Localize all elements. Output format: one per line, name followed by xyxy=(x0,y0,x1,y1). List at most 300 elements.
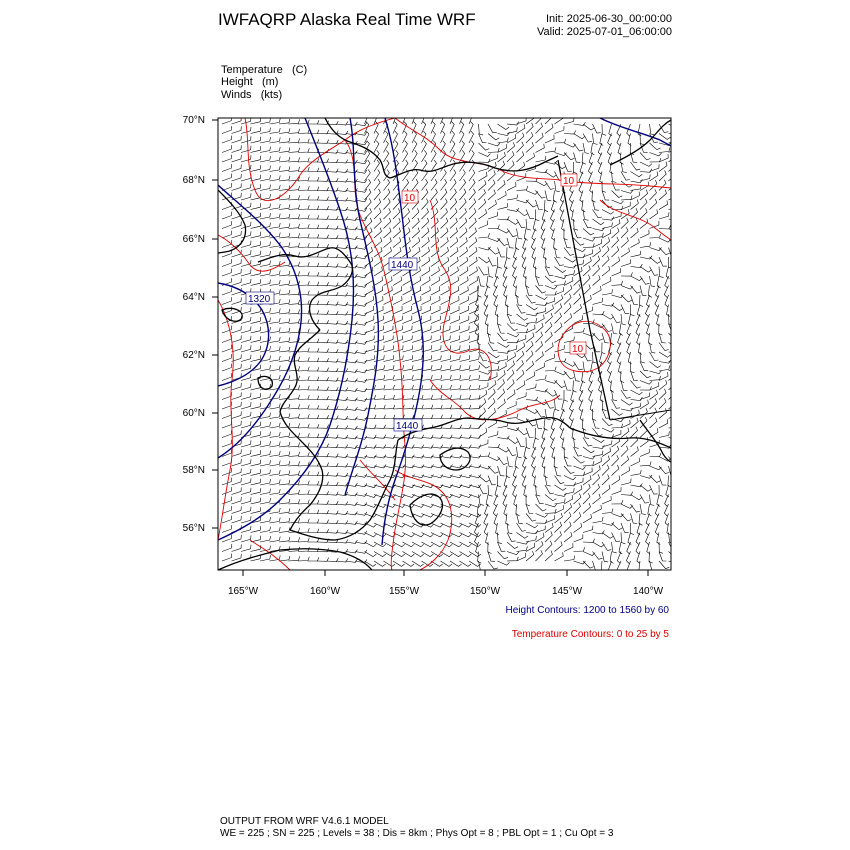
wind-barb xyxy=(289,490,300,495)
wind-barb xyxy=(650,453,662,457)
wind-barb xyxy=(545,485,554,494)
wind-barb xyxy=(289,233,300,238)
wind-barb xyxy=(545,531,552,542)
wind-barb xyxy=(600,352,603,364)
wind-barb xyxy=(545,113,552,124)
wind-barb xyxy=(631,418,639,428)
wind-barb xyxy=(650,180,657,191)
wind-barb xyxy=(669,191,678,200)
wind-barb xyxy=(507,370,514,381)
wind-barb xyxy=(393,228,401,238)
wind-barb xyxy=(232,269,242,276)
wind-barb xyxy=(498,124,510,130)
wind-barb xyxy=(555,267,566,273)
wind-barb xyxy=(507,557,518,561)
lon-label: 155°W xyxy=(388,586,420,597)
wind-barb xyxy=(232,136,242,143)
wind-barb xyxy=(498,379,505,390)
wind-barb xyxy=(526,305,538,310)
wind-barb xyxy=(612,324,618,335)
wind-barb xyxy=(669,362,678,371)
wind-barb xyxy=(650,428,659,437)
wind-barb xyxy=(279,537,290,542)
wind-barb xyxy=(545,124,553,134)
wind-barb xyxy=(669,152,677,162)
wind-barb xyxy=(289,243,300,248)
wind-barb xyxy=(251,137,261,143)
wind-barb xyxy=(298,234,309,238)
wind-barb xyxy=(469,365,480,371)
wind-barb xyxy=(460,365,471,371)
wind-barb xyxy=(469,257,477,267)
wind-barb xyxy=(289,471,300,476)
wind-barb xyxy=(460,170,466,182)
wind-barb xyxy=(650,390,658,400)
wind-barb xyxy=(631,470,642,476)
wind-barb xyxy=(612,523,623,530)
wind-barb xyxy=(374,228,382,238)
wind-barb xyxy=(592,409,596,421)
wind-barb xyxy=(612,409,623,415)
wind-barb xyxy=(488,366,499,371)
wind-barb xyxy=(526,551,534,561)
wind-barb xyxy=(507,401,516,409)
wind-barb xyxy=(591,143,595,155)
wind-barb xyxy=(365,355,375,361)
wind-barb xyxy=(517,305,526,314)
wind-barb xyxy=(241,488,251,495)
wind-barb xyxy=(289,319,300,324)
wind-barb xyxy=(251,241,261,247)
wind-barb xyxy=(602,485,610,495)
wind-barb xyxy=(279,470,290,475)
wind-barb xyxy=(669,349,681,353)
wind-barb xyxy=(564,495,573,504)
wind-barb xyxy=(650,199,657,210)
wind-barb xyxy=(289,129,300,134)
wind-barb xyxy=(298,310,309,314)
wind-barb xyxy=(450,208,457,219)
wind-barb xyxy=(659,542,663,553)
wind-barb xyxy=(384,365,395,371)
wind-barb xyxy=(659,408,667,418)
wind-barb xyxy=(222,392,232,399)
wind-barb xyxy=(251,526,261,532)
wind-barb xyxy=(650,172,658,181)
wind-barb xyxy=(601,561,605,573)
wind-barb xyxy=(298,272,309,276)
wind-barb xyxy=(555,552,564,561)
wind-barb xyxy=(460,257,468,267)
wind-barb xyxy=(602,256,609,267)
wind-barb xyxy=(270,280,281,286)
wind-barb xyxy=(422,160,428,172)
wind-barb xyxy=(659,170,666,181)
wind-barb xyxy=(241,193,251,200)
wind-barb xyxy=(664,286,668,298)
wind-barb xyxy=(251,479,261,485)
wind-barb xyxy=(564,543,573,551)
wind-barb xyxy=(602,343,606,355)
temperature-contour xyxy=(250,540,290,570)
wind-barb xyxy=(412,326,422,333)
wind-barb xyxy=(260,261,271,267)
wind-barb xyxy=(669,379,676,390)
wind-barb xyxy=(469,141,474,153)
wind-barb xyxy=(289,309,300,314)
wind-barb xyxy=(412,336,422,343)
wind-barb xyxy=(608,561,611,573)
wind-barb xyxy=(555,400,560,411)
wind-barb xyxy=(365,326,375,333)
wind-barb xyxy=(498,399,506,409)
wind-barb xyxy=(536,295,548,300)
wind-barb xyxy=(526,286,533,296)
temperature-contour-legend: Temperature Contours: 0 to 25 by 5 xyxy=(511,629,669,640)
wind-barb xyxy=(583,134,592,143)
wind-barb xyxy=(504,257,507,269)
wind-barb xyxy=(441,199,448,210)
wind-barb xyxy=(602,474,609,485)
wind-barb xyxy=(270,318,281,324)
wind-barb xyxy=(602,289,613,295)
wind-barb xyxy=(270,413,281,419)
wind-barb xyxy=(270,480,281,486)
wind-barb xyxy=(441,228,449,238)
wind-barb xyxy=(469,385,480,390)
wind-barb xyxy=(564,512,571,523)
wind-barb xyxy=(251,165,261,171)
wind-barb xyxy=(564,532,572,542)
wind-barb xyxy=(498,248,506,257)
wind-barb xyxy=(450,385,461,390)
wind-barb xyxy=(279,356,290,361)
wind-barb xyxy=(659,267,664,278)
wind-barb xyxy=(515,238,519,250)
wind-barb xyxy=(621,533,625,544)
wind-barb xyxy=(289,214,300,219)
wind-barb xyxy=(232,478,242,485)
wind-barb xyxy=(365,286,374,295)
wind-barb xyxy=(583,514,592,523)
lat-label: 68°N xyxy=(182,175,205,186)
wind-barb xyxy=(555,345,565,352)
wind-barb xyxy=(619,324,622,336)
wind-barb xyxy=(441,218,448,229)
wind-barb xyxy=(621,428,629,438)
wind-barb xyxy=(441,326,451,333)
wind-barb xyxy=(241,383,251,390)
temperature-contour-label: 10 xyxy=(404,193,416,204)
wind-barb xyxy=(507,127,517,133)
wind-barb xyxy=(545,135,554,143)
wind-barb xyxy=(270,166,281,172)
wind-barb xyxy=(232,468,242,475)
wind-barb xyxy=(526,123,533,134)
wind-barb xyxy=(650,495,655,506)
wind-barb xyxy=(669,552,680,559)
wind-barb xyxy=(469,218,476,229)
wind-barb xyxy=(260,527,271,533)
wind-barb xyxy=(640,190,648,200)
wind-barb xyxy=(631,514,638,524)
wind-barb xyxy=(251,232,261,238)
wind-barb xyxy=(507,238,514,248)
wind-barb xyxy=(507,324,518,331)
wind-barb xyxy=(422,218,429,229)
wind-barb xyxy=(251,498,261,504)
wind-barb xyxy=(298,205,309,209)
wind-barb xyxy=(669,161,676,172)
wind-barb xyxy=(241,260,251,267)
wind-barb xyxy=(630,523,634,535)
wind-barb xyxy=(631,362,635,373)
wind-barb xyxy=(270,138,281,144)
wind-barb xyxy=(621,420,630,428)
wind-barb xyxy=(640,153,650,160)
wind-barb xyxy=(289,167,300,172)
wind-barb xyxy=(441,277,450,286)
wind-barb xyxy=(251,431,261,437)
wind-barb xyxy=(298,129,309,133)
wind-barb xyxy=(574,512,581,523)
wind-barb xyxy=(384,179,390,190)
wind-barb xyxy=(536,341,543,352)
wind-barb xyxy=(517,200,529,203)
wind-barb xyxy=(562,400,565,412)
wind-barb xyxy=(517,329,528,333)
wind-barb xyxy=(298,405,309,409)
wind-barb xyxy=(574,238,585,245)
wind-barb xyxy=(469,552,481,557)
wind-barb xyxy=(536,123,543,134)
wind-barb xyxy=(478,552,482,564)
wind-barb xyxy=(640,169,652,173)
wind-barb xyxy=(289,119,300,124)
wind-barb xyxy=(650,362,661,368)
wind-barb xyxy=(469,306,478,314)
wind-barb xyxy=(545,313,552,324)
wind-barb xyxy=(384,375,395,380)
wind-barb xyxy=(536,308,546,314)
wind-barb xyxy=(507,151,514,162)
wind-barb xyxy=(493,504,497,516)
wind-barb xyxy=(669,370,677,380)
wind-barb xyxy=(495,485,498,497)
wind-barb xyxy=(365,316,374,324)
wind-barb xyxy=(232,221,242,228)
wind-barb xyxy=(659,398,666,409)
coastline-panhandle xyxy=(640,420,671,462)
wind-barb xyxy=(222,288,232,295)
wind-barb xyxy=(279,309,290,314)
wind-barb xyxy=(593,505,602,514)
wind-barb xyxy=(460,228,468,238)
wind-barb xyxy=(393,326,403,333)
wind-barb xyxy=(393,355,403,361)
wind-barb xyxy=(498,203,508,209)
wind-barb xyxy=(602,333,609,343)
wind-barb xyxy=(526,361,534,371)
wind-barb xyxy=(555,115,563,125)
wind-barb xyxy=(545,495,556,501)
wind-barb xyxy=(583,243,594,247)
wind-barb xyxy=(412,237,420,247)
wind-barb xyxy=(441,375,452,380)
wind-barb xyxy=(431,286,440,295)
wind-barb xyxy=(422,228,430,238)
wind-barb xyxy=(498,436,510,440)
wind-barb xyxy=(441,561,453,566)
wind-barb xyxy=(431,316,440,324)
wind-barb xyxy=(612,476,620,485)
wind-barb xyxy=(393,365,404,371)
wind-barb xyxy=(460,375,471,380)
wind-barb xyxy=(450,306,459,314)
wind-barb xyxy=(488,408,496,418)
valid-time: Valid: 2025-07-01_06:00:00 xyxy=(537,26,672,38)
wind-barb xyxy=(260,517,271,523)
wind-barb xyxy=(298,148,309,152)
wind-barb xyxy=(612,268,621,276)
wind-barb xyxy=(593,219,605,225)
wind-barb xyxy=(412,365,423,371)
wind-barb xyxy=(593,428,603,436)
wind-barb xyxy=(374,199,381,210)
wind-barb xyxy=(232,174,242,181)
wind-barb xyxy=(602,181,606,192)
wind-barb xyxy=(450,365,461,371)
wind-barb xyxy=(403,375,414,380)
wind-barb xyxy=(222,136,232,143)
wind-barb xyxy=(526,153,535,162)
wind-barb xyxy=(403,150,408,162)
wind-barb xyxy=(574,534,583,542)
wind-barb xyxy=(479,124,484,135)
wind-barb xyxy=(279,328,290,333)
wind-barb xyxy=(289,148,300,153)
wind-barb xyxy=(574,294,581,305)
wind-barb xyxy=(517,447,522,458)
wind-barb xyxy=(469,247,477,257)
wind-barb xyxy=(536,514,548,518)
wind-barb xyxy=(403,277,412,286)
wind-barb xyxy=(384,561,396,566)
wind-barb xyxy=(507,142,515,152)
lon-label: 160°W xyxy=(309,586,341,597)
wind-barb xyxy=(545,551,552,561)
wind-barb xyxy=(222,269,232,276)
wind-barb xyxy=(298,262,309,266)
wind-barb xyxy=(560,200,564,212)
wind-barb xyxy=(260,441,271,447)
wind-barb xyxy=(441,355,451,361)
wind-barb xyxy=(232,487,242,494)
wind-barb xyxy=(251,403,261,409)
wind-barb xyxy=(450,552,462,557)
wind-barb xyxy=(469,179,475,190)
wind-barb xyxy=(479,233,490,238)
wind-barb xyxy=(251,346,261,352)
wind-barb xyxy=(498,238,508,246)
wind-barb xyxy=(650,376,661,381)
wind-barb xyxy=(650,143,661,150)
wind-barb xyxy=(460,355,470,361)
wind-barb xyxy=(450,286,459,295)
wind-barb xyxy=(564,270,575,276)
wind-barb xyxy=(517,142,524,153)
wind-barb xyxy=(545,291,556,295)
wind-barb xyxy=(374,189,380,200)
wind-barb xyxy=(241,535,251,542)
wind-barb xyxy=(393,296,402,304)
wind-barb xyxy=(526,514,536,522)
wind-barb xyxy=(365,345,375,352)
wind-barb xyxy=(493,286,497,298)
wind-barb xyxy=(403,365,414,371)
wind-barb xyxy=(479,377,490,381)
wind-barb xyxy=(251,118,261,124)
wind-barb xyxy=(479,267,488,276)
wind-barb xyxy=(536,332,543,343)
wind-barb xyxy=(488,343,497,351)
wind-barb xyxy=(298,538,309,542)
wind-barb xyxy=(621,456,629,466)
wind-barb xyxy=(479,476,490,483)
wind-barb xyxy=(403,286,412,295)
lon-label: 150°W xyxy=(469,586,501,597)
wind-barb xyxy=(507,457,513,468)
wind-barb xyxy=(564,482,576,486)
wind-barb xyxy=(517,553,526,561)
wind-barb xyxy=(270,461,281,467)
wind-barb xyxy=(431,355,441,361)
wind-barb xyxy=(669,436,681,439)
wind-barb xyxy=(270,442,281,448)
wind-barb xyxy=(431,345,441,352)
wind-barb xyxy=(574,503,581,514)
wind-barb xyxy=(298,186,309,190)
wind-barb xyxy=(526,219,531,230)
wind-barb xyxy=(431,257,439,267)
wind-barb xyxy=(393,247,401,257)
wind-barb xyxy=(612,219,621,228)
wind-barb xyxy=(545,523,553,533)
wind-barb xyxy=(374,257,382,267)
temperature-contour-label: 10 xyxy=(563,176,575,187)
wind-barb xyxy=(583,143,589,154)
wind-barb xyxy=(374,170,380,182)
wind-barb xyxy=(602,124,606,135)
wind-barb xyxy=(393,561,405,566)
wind-barb xyxy=(270,432,281,438)
wind-barb xyxy=(574,328,585,333)
wind-barb xyxy=(631,218,638,229)
wind-barb xyxy=(602,428,614,432)
wind-barb xyxy=(669,180,677,190)
wind-barb xyxy=(460,199,467,210)
wind-barb xyxy=(260,156,271,162)
wind-barb xyxy=(564,257,576,262)
wind-barb xyxy=(298,139,309,143)
wind-barb xyxy=(222,421,232,428)
wind-barb xyxy=(650,382,659,390)
wind-barb xyxy=(384,385,395,390)
wind-barb xyxy=(507,352,516,361)
wind-barb xyxy=(251,317,261,323)
wind-barb xyxy=(602,217,614,221)
wind-barb xyxy=(574,143,584,151)
